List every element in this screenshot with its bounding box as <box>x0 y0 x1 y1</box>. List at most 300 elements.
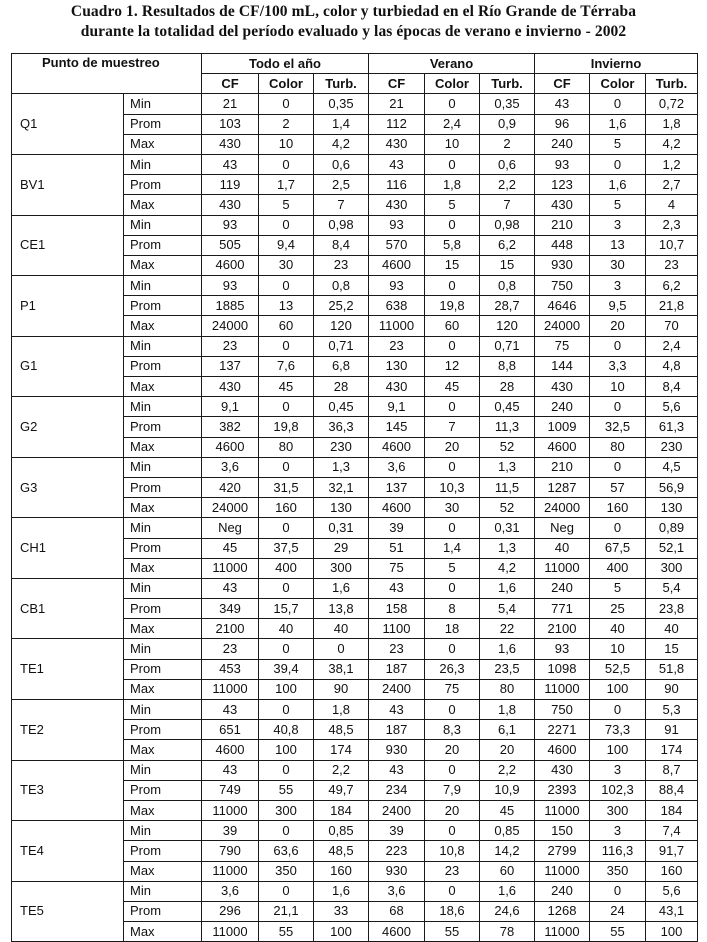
cell-cf-winter: 24000 <box>535 316 590 336</box>
cell-cf-year: 39 <box>202 821 259 841</box>
cell-color-year: 350 <box>259 861 314 881</box>
cell-color-summer: 0 <box>425 336 480 356</box>
cell-cf-summer: 39 <box>369 821 425 841</box>
cell-turb-year: 1,4 <box>314 114 369 134</box>
cell-cf-winter: 240 <box>535 397 590 417</box>
cell-cf-year: 103 <box>202 114 259 134</box>
cell-turb-summer: 0,35 <box>480 94 535 114</box>
cell-cf-winter: 750 <box>535 276 590 296</box>
cell-site <box>12 215 124 235</box>
cell-color-winter: 30 <box>590 255 646 275</box>
header-cf: CF <box>535 74 590 94</box>
cell-turb-summer: 28,7 <box>480 296 535 316</box>
cell-cf-year: 11000 <box>202 558 259 578</box>
cell-turb-summer: 1,6 <box>480 578 535 598</box>
cell-turb-summer: 1,8 <box>480 700 535 720</box>
cell-color-winter: 0 <box>590 881 646 901</box>
cell-statistic: Min <box>124 276 202 296</box>
cell-turb-winter: 56,9 <box>646 477 698 497</box>
cell-cf-year: 790 <box>202 841 259 861</box>
cell-color-winter: 40 <box>590 619 646 639</box>
cell-turb-year: 230 <box>314 437 369 457</box>
cell-cf-winter: 210 <box>535 215 590 235</box>
cell-color-year: 1,7 <box>259 175 314 195</box>
cell-turb-year: 4,2 <box>314 134 369 154</box>
table-caption <box>0 2 707 42</box>
cell-cf-winter: 240 <box>535 134 590 154</box>
cell-color-winter: 9,5 <box>590 296 646 316</box>
cell-cf-winter: 4600 <box>535 437 590 457</box>
cell-color-winter: 3,3 <box>590 356 646 376</box>
cell-color-summer: 20 <box>425 437 480 457</box>
cell-color-winter: 0 <box>590 518 646 538</box>
table-row <box>12 356 698 376</box>
cell-site <box>12 336 124 356</box>
cell-turb-winter: 174 <box>646 740 698 760</box>
cell-color-summer: 30 <box>425 498 480 518</box>
cell-turb-winter: 0,72 <box>646 94 698 114</box>
cell-color-winter: 0 <box>590 154 646 174</box>
cell-turb-year: 184 <box>314 800 369 820</box>
cell-statistic: Prom <box>124 296 202 316</box>
cell-statistic: Min <box>124 821 202 841</box>
cell-turb-year: 174 <box>314 740 369 760</box>
cell-site: TE5 <box>12 901 124 921</box>
cell-cf-winter: 11000 <box>535 800 590 820</box>
cell-cf-summer: 23 <box>369 639 425 659</box>
cell-cf-winter: 1009 <box>535 417 590 437</box>
cell-turb-winter: 52,1 <box>646 538 698 558</box>
cell-color-summer: 0 <box>425 94 480 114</box>
cell-cf-summer: 3,6 <box>369 457 425 477</box>
cell-cf-year: 11000 <box>202 679 259 699</box>
cell-site: TE4 <box>12 841 124 861</box>
cell-color-winter: 57 <box>590 477 646 497</box>
cell-color-summer: 45 <box>425 377 480 397</box>
cell-color-year: 0 <box>259 639 314 659</box>
cell-turb-year: 100 <box>314 922 369 942</box>
cell-color-winter: 0 <box>590 336 646 356</box>
cell-statistic: Prom <box>124 901 202 921</box>
cell-color-summer: 26,3 <box>425 659 480 679</box>
cell-cf-summer: 23 <box>369 336 425 356</box>
cell-statistic: Min <box>124 94 202 114</box>
cell-site: TE1 <box>12 659 124 679</box>
cell-turb-winter: 90 <box>646 679 698 699</box>
header-cf: CF <box>202 74 259 94</box>
table-row <box>12 336 698 356</box>
cell-cf-year: 119 <box>202 175 259 195</box>
cell-turb-summer: 11,3 <box>480 417 535 437</box>
cell-turb-summer: 52 <box>480 437 535 457</box>
cell-statistic: Min <box>124 336 202 356</box>
cell-turb-summer: 78 <box>480 922 535 942</box>
cell-cf-summer: 4600 <box>369 922 425 942</box>
cell-cf-year: 24000 <box>202 498 259 518</box>
cell-cf-year: 4600 <box>202 437 259 457</box>
cell-turb-summer: 1,3 <box>480 457 535 477</box>
cell-cf-summer: 187 <box>369 720 425 740</box>
cell-cf-summer: 9,1 <box>369 397 425 417</box>
cell-turb-year: 0 <box>314 639 369 659</box>
cell-turb-year: 2,2 <box>314 760 369 780</box>
cell-turb-winter: 61,3 <box>646 417 698 437</box>
cell-color-summer: 2,4 <box>425 114 480 134</box>
cell-turb-winter: 5,6 <box>646 397 698 417</box>
cell-cf-winter: 2799 <box>535 841 590 861</box>
cell-color-year: 15,7 <box>259 599 314 619</box>
table-row <box>12 457 698 477</box>
cell-color-summer: 0 <box>425 700 480 720</box>
cell-color-winter: 0 <box>590 94 646 114</box>
cell-statistic: Min <box>124 457 202 477</box>
cell-turb-winter: 6,2 <box>646 276 698 296</box>
cell-cf-summer: 4600 <box>369 498 425 518</box>
cell-statistic: Prom <box>124 175 202 195</box>
cell-color-winter: 5 <box>590 195 646 215</box>
cell-color-year: 13 <box>259 296 314 316</box>
cell-site <box>12 740 124 760</box>
caption-line-2: durante la totalidad del período evaluado y las épocas de verano e invierno - 2002 <box>80 23 627 40</box>
cell-color-summer: 5,8 <box>425 235 480 255</box>
cell-turb-year: 300 <box>314 558 369 578</box>
cell-cf-summer: 39 <box>369 518 425 538</box>
cell-color-year: 0 <box>259 821 314 841</box>
cell-turb-year: 1,3 <box>314 457 369 477</box>
cell-color-year: 0 <box>259 518 314 538</box>
cell-color-winter: 52,5 <box>590 659 646 679</box>
cell-turb-winter: 23,8 <box>646 599 698 619</box>
cell-color-summer: 75 <box>425 679 480 699</box>
cell-color-summer: 0 <box>425 760 480 780</box>
cell-turb-winter: 230 <box>646 437 698 457</box>
cell-color-summer: 12 <box>425 356 480 376</box>
cell-color-year: 0 <box>259 457 314 477</box>
table-row <box>12 760 698 780</box>
cell-cf-year: 4600 <box>202 740 259 760</box>
cell-turb-winter: 300 <box>646 558 698 578</box>
cell-site <box>12 821 124 841</box>
cell-turb-year: 28 <box>314 377 369 397</box>
cell-cf-winter: 96 <box>535 114 590 134</box>
cell-turb-summer: 0,8 <box>480 276 535 296</box>
cell-statistic: Prom <box>124 235 202 255</box>
cell-color-summer: 8 <box>425 599 480 619</box>
cell-color-summer: 19,8 <box>425 296 480 316</box>
table-row <box>12 195 698 215</box>
cell-turb-year: 0,35 <box>314 94 369 114</box>
cell-site: TE3 <box>12 780 124 800</box>
cell-color-winter: 55 <box>590 922 646 942</box>
table-row <box>12 154 698 174</box>
cell-statistic: Max <box>124 255 202 275</box>
cell-site: CB1 <box>12 599 124 619</box>
cell-cf-winter: 2271 <box>535 720 590 740</box>
cell-turb-winter: 5,6 <box>646 881 698 901</box>
cell-turb-year: 48,5 <box>314 720 369 740</box>
cell-statistic: Prom <box>124 659 202 679</box>
cell-statistic: Max <box>124 679 202 699</box>
table-row <box>12 558 698 578</box>
caption-line-1: Cuadro 1. Resultados de CF/100 mL, color y turbiedad en el Río Grande de Térraba <box>70 3 637 20</box>
table-row <box>12 215 698 235</box>
cell-cf-winter: 2393 <box>535 780 590 800</box>
cell-cf-summer: 116 <box>369 175 425 195</box>
table-row <box>12 498 698 518</box>
cell-turb-year: 32,1 <box>314 477 369 497</box>
cell-cf-year: 420 <box>202 477 259 497</box>
cell-turb-summer: 0,85 <box>480 821 535 841</box>
cell-statistic: Prom <box>124 780 202 800</box>
cell-turb-winter: 43,1 <box>646 901 698 921</box>
table-row <box>12 841 698 861</box>
cell-color-winter: 0 <box>590 457 646 477</box>
cell-color-summer: 0 <box>425 578 480 598</box>
cell-color-year: 5 <box>259 195 314 215</box>
cell-color-year: 19,8 <box>259 417 314 437</box>
cell-cf-year: 11000 <box>202 800 259 820</box>
cell-cf-winter: 240 <box>535 578 590 598</box>
cell-turb-summer: 80 <box>480 679 535 699</box>
cell-color-winter: 13 <box>590 235 646 255</box>
header-color: Color <box>259 74 314 94</box>
cell-color-year: 0 <box>259 397 314 417</box>
cell-color-winter: 400 <box>590 558 646 578</box>
cell-site: P1 <box>12 296 124 316</box>
cell-color-winter: 5 <box>590 578 646 598</box>
cell-cf-winter: 75 <box>535 336 590 356</box>
cell-turb-summer: 6,2 <box>480 235 535 255</box>
cell-cf-summer: 51 <box>369 538 425 558</box>
cell-color-year: 55 <box>259 780 314 800</box>
cell-cf-summer: 11000 <box>369 316 425 336</box>
cell-turb-winter: 21,8 <box>646 296 698 316</box>
cell-cf-year: 749 <box>202 780 259 800</box>
cell-cf-year: 11000 <box>202 861 259 881</box>
cell-cf-winter: 750 <box>535 700 590 720</box>
cell-statistic: Prom <box>124 356 202 376</box>
table-row <box>12 578 698 598</box>
cell-cf-winter: 4646 <box>535 296 590 316</box>
cell-color-year: 60 <box>259 316 314 336</box>
cell-cf-winter: 11000 <box>535 922 590 942</box>
cell-turb-winter: 2,4 <box>646 336 698 356</box>
cell-turb-winter: 5,4 <box>646 578 698 598</box>
cell-turb-winter: 23 <box>646 255 698 275</box>
cell-color-summer: 15 <box>425 255 480 275</box>
table-row <box>12 276 698 296</box>
cell-turb-summer: 1,6 <box>480 639 535 659</box>
cell-color-year: 9,4 <box>259 235 314 255</box>
cell-cf-summer: 112 <box>369 114 425 134</box>
cell-color-year: 80 <box>259 437 314 457</box>
table-row <box>12 700 698 720</box>
cell-color-year: 63,6 <box>259 841 314 861</box>
cell-cf-summer: 4600 <box>369 255 425 275</box>
cell-cf-summer: 638 <box>369 296 425 316</box>
cell-color-winter: 116,3 <box>590 841 646 861</box>
cell-cf-year: 23 <box>202 336 259 356</box>
cell-turb-summer: 24,6 <box>480 901 535 921</box>
cell-turb-year: 29 <box>314 538 369 558</box>
cell-color-year: 10 <box>259 134 314 154</box>
cell-site <box>12 437 124 457</box>
table-row <box>12 881 698 901</box>
cell-cf-summer: 234 <box>369 780 425 800</box>
table-row <box>12 417 698 437</box>
table-row <box>12 821 698 841</box>
cell-statistic: Max <box>124 316 202 336</box>
cell-cf-winter: 1287 <box>535 477 590 497</box>
cell-cf-year: 43 <box>202 700 259 720</box>
cell-cf-summer: 43 <box>369 578 425 598</box>
table-row <box>12 255 698 275</box>
cell-site: BV1 <box>12 175 124 195</box>
cell-cf-year: 430 <box>202 195 259 215</box>
cell-site <box>12 578 124 598</box>
cell-color-year: 0 <box>259 760 314 780</box>
cell-site <box>12 679 124 699</box>
cell-site <box>12 255 124 275</box>
cell-color-winter: 73,3 <box>590 720 646 740</box>
cell-cf-summer: 75 <box>369 558 425 578</box>
table-row <box>12 175 698 195</box>
cell-turb-year: 40 <box>314 619 369 639</box>
cell-site <box>12 760 124 780</box>
cell-cf-winter: 4600 <box>535 740 590 760</box>
cell-turb-year: 6,8 <box>314 356 369 376</box>
cell-color-year: 0 <box>259 154 314 174</box>
table-row <box>12 316 698 336</box>
cell-turb-winter: 88,4 <box>646 780 698 800</box>
cell-turb-winter: 184 <box>646 800 698 820</box>
cell-site <box>12 518 124 538</box>
cell-statistic: Max <box>124 922 202 942</box>
cell-cf-year: 9,1 <box>202 397 259 417</box>
cell-cf-winter: 123 <box>535 175 590 195</box>
cell-turb-summer: 0,31 <box>480 518 535 538</box>
cell-color-winter: 300 <box>590 800 646 820</box>
cell-color-year: 55 <box>259 922 314 942</box>
cell-color-year: 0 <box>259 881 314 901</box>
cell-turb-winter: 1,2 <box>646 154 698 174</box>
header-cf: CF <box>369 74 425 94</box>
cell-site <box>12 619 124 639</box>
header-turb: Turb. <box>314 74 369 94</box>
cell-turb-year: 2,5 <box>314 175 369 195</box>
cell-turb-summer: 28 <box>480 377 535 397</box>
cell-cf-year: Neg <box>202 518 259 538</box>
cell-site: Q1 <box>12 114 124 134</box>
cell-turb-winter: 4,5 <box>646 457 698 477</box>
cell-cf-year: 45 <box>202 538 259 558</box>
cell-turb-summer: 11,5 <box>480 477 535 497</box>
cell-color-year: 300 <box>259 800 314 820</box>
cell-cf-summer: 187 <box>369 659 425 679</box>
cell-cf-summer: 137 <box>369 477 425 497</box>
table-row <box>12 780 698 800</box>
table-row <box>12 619 698 639</box>
cell-color-winter: 100 <box>590 679 646 699</box>
cell-cf-year: 453 <box>202 659 259 679</box>
cell-color-winter: 102,3 <box>590 780 646 800</box>
cell-color-year: 0 <box>259 578 314 598</box>
cell-color-summer: 0 <box>425 881 480 901</box>
cell-cf-summer: 930 <box>369 740 425 760</box>
cell-color-summer: 0 <box>425 276 480 296</box>
table-row <box>12 740 698 760</box>
cell-color-winter: 0 <box>590 700 646 720</box>
cell-cf-summer: 68 <box>369 901 425 921</box>
cell-cf-winter: 2100 <box>535 619 590 639</box>
cell-cf-year: 24000 <box>202 316 259 336</box>
cell-turb-summer: 2,2 <box>480 175 535 195</box>
cell-turb-winter: 4,8 <box>646 356 698 376</box>
cell-turb-summer: 0,9 <box>480 114 535 134</box>
cell-color-year: 0 <box>259 336 314 356</box>
table-row <box>12 377 698 397</box>
cell-color-winter: 80 <box>590 437 646 457</box>
cell-turb-winter: 4 <box>646 195 698 215</box>
cell-cf-winter: 210 <box>535 457 590 477</box>
cell-turb-winter: 130 <box>646 498 698 518</box>
cell-cf-winter: 430 <box>535 377 590 397</box>
cell-turb-year: 23 <box>314 255 369 275</box>
cell-site <box>12 195 124 215</box>
cell-turb-winter: 0,89 <box>646 518 698 538</box>
cell-cf-year: 43 <box>202 154 259 174</box>
cell-statistic: Max <box>124 498 202 518</box>
cell-color-winter: 1,6 <box>590 114 646 134</box>
cell-color-summer: 23 <box>425 861 480 881</box>
header-turb: Turb. <box>646 74 698 94</box>
cell-color-summer: 5 <box>425 558 480 578</box>
cell-site <box>12 134 124 154</box>
table-row <box>12 114 698 134</box>
cell-color-winter: 3 <box>590 760 646 780</box>
cell-statistic: Max <box>124 134 202 154</box>
cell-color-year: 100 <box>259 740 314 760</box>
cell-turb-year: 49,7 <box>314 780 369 800</box>
cell-site: G3 <box>12 477 124 497</box>
table-body <box>12 94 698 942</box>
cell-site <box>12 397 124 417</box>
table-row <box>12 477 698 497</box>
cell-color-winter: 350 <box>590 861 646 881</box>
cell-cf-summer: 93 <box>369 276 425 296</box>
cell-cf-winter: 11000 <box>535 558 590 578</box>
cell-color-summer: 7 <box>425 417 480 437</box>
header-group-summer: Verano <box>369 54 535 74</box>
table-row <box>12 861 698 881</box>
cell-cf-year: 430 <box>202 134 259 154</box>
cell-cf-year: 3,6 <box>202 881 259 901</box>
cell-color-winter: 100 <box>590 740 646 760</box>
cell-cf-year: 137 <box>202 356 259 376</box>
cell-turb-summer: 8,8 <box>480 356 535 376</box>
cell-site <box>12 558 124 578</box>
cell-site: CH1 <box>12 538 124 558</box>
cell-color-year: 400 <box>259 558 314 578</box>
header-group-winter: Invierno <box>535 54 698 74</box>
results-table <box>11 53 698 942</box>
cell-turb-year: 90 <box>314 679 369 699</box>
cell-cf-winter: 430 <box>535 760 590 780</box>
cell-turb-year: 1,6 <box>314 578 369 598</box>
cell-color-winter: 24 <box>590 901 646 921</box>
header-color: Color <box>590 74 646 94</box>
cell-cf-year: 3,6 <box>202 457 259 477</box>
